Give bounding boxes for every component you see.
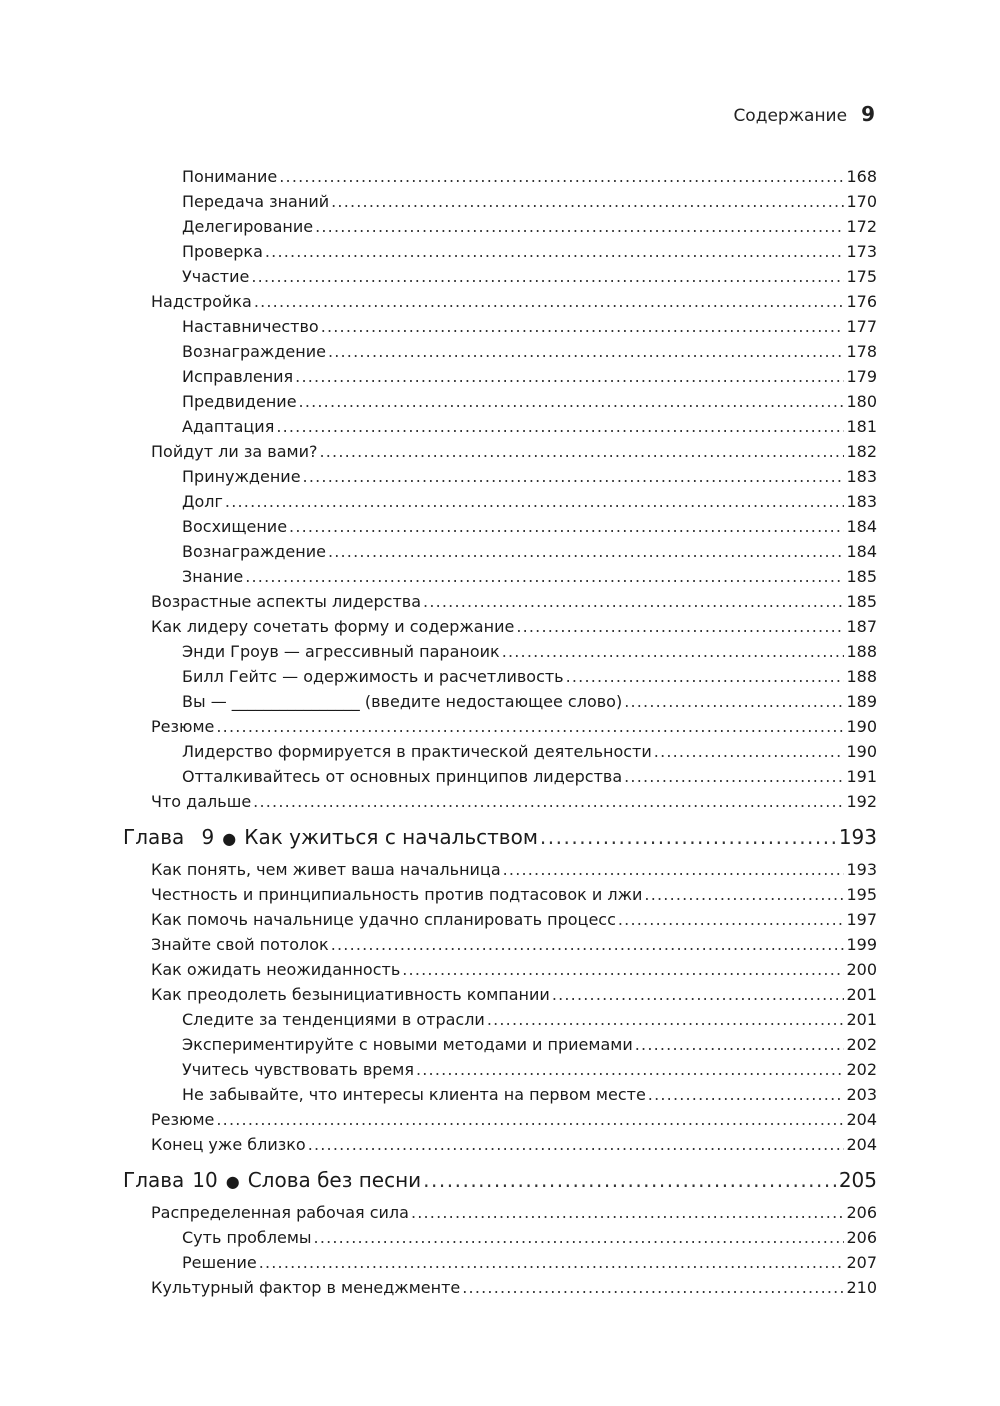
toc-entry-page: 210 bbox=[846, 1278, 877, 1297]
toc-entry[interactable] bbox=[0, 789, 1000, 814]
toc-entry[interactable] bbox=[0, 1032, 1000, 1057]
toc-entry[interactable] bbox=[0, 689, 1000, 714]
toc-entry[interactable] bbox=[0, 289, 1000, 314]
toc-entry[interactable] bbox=[0, 764, 1000, 789]
dot-leader bbox=[402, 957, 844, 982]
toc-entry[interactable] bbox=[0, 932, 1000, 957]
toc-entry[interactable] bbox=[0, 214, 1000, 239]
toc-entry-page: 184 bbox=[846, 542, 877, 561]
toc-entry-page: 201 bbox=[846, 1010, 877, 1029]
toc-entry-title: Отталкивайтесь от основных принципов лидерства bbox=[182, 767, 623, 786]
toc-entry[interactable] bbox=[0, 514, 1000, 539]
dot-leader bbox=[540, 819, 837, 856]
toc-entry[interactable] bbox=[0, 1200, 1000, 1225]
toc-entry-page: 178 bbox=[846, 342, 877, 361]
header-section-title: Содержание bbox=[733, 106, 848, 126]
dot-leader bbox=[654, 739, 845, 764]
toc-entry[interactable] bbox=[0, 389, 1000, 414]
toc-entry[interactable] bbox=[0, 364, 1000, 389]
toc-entry-page: 207 bbox=[846, 1253, 877, 1272]
chapter-word: Глава bbox=[123, 1168, 185, 1192]
toc-entry-title: Знание bbox=[182, 567, 244, 586]
toc-entry-page: 195 bbox=[846, 885, 877, 904]
toc-entry[interactable] bbox=[0, 739, 1000, 764]
toc-entry[interactable] bbox=[0, 264, 1000, 289]
dot-leader bbox=[321, 314, 845, 339]
dot-leader bbox=[303, 464, 845, 489]
toc-entry-title: Суть проблемы bbox=[182, 1228, 312, 1247]
toc-entry[interactable] bbox=[0, 1250, 1000, 1275]
toc-entry-title: Делегирование bbox=[182, 217, 314, 236]
toc-entry[interactable] bbox=[0, 1007, 1000, 1032]
toc-entry[interactable] bbox=[0, 539, 1000, 564]
toc-entry-title: Лидерство формируется в практической деятельности bbox=[182, 742, 652, 761]
toc-entry[interactable] bbox=[0, 1275, 1000, 1300]
toc-entry-title: Передача знаний bbox=[182, 192, 330, 211]
toc-entry[interactable] bbox=[0, 339, 1000, 364]
dot-leader bbox=[289, 514, 844, 539]
dot-leader bbox=[487, 1007, 845, 1032]
dot-leader bbox=[216, 714, 844, 739]
toc-entry[interactable] bbox=[0, 239, 1000, 264]
toc-entry-title: Что дальше bbox=[151, 792, 252, 811]
toc-entry[interactable] bbox=[0, 564, 1000, 589]
toc-entry[interactable] bbox=[0, 907, 1000, 932]
dot-leader bbox=[618, 907, 845, 932]
dot-leader bbox=[279, 164, 844, 189]
dot-leader bbox=[259, 1250, 845, 1275]
toc-entry-title: Вознаграждение bbox=[182, 542, 326, 561]
dot-leader bbox=[503, 857, 845, 882]
dot-leader bbox=[411, 1200, 845, 1225]
toc-entry-page: 181 bbox=[846, 417, 877, 436]
toc-entry-page: 204 bbox=[846, 1110, 877, 1129]
toc-entry-page: 206 bbox=[846, 1228, 877, 1247]
toc-entry-page: 185 bbox=[846, 567, 877, 586]
toc-entry-title: Понимание bbox=[182, 167, 278, 186]
toc-entry-title: Как преодолеть безынициативность компании bbox=[151, 985, 550, 1004]
toc-entry-page: 185 bbox=[846, 592, 877, 611]
dot-leader bbox=[552, 982, 845, 1007]
toc-entry-title: Решение bbox=[182, 1253, 257, 1272]
dot-leader bbox=[225, 489, 845, 514]
dot-leader bbox=[265, 239, 845, 264]
toc-entry-page: 176 bbox=[846, 292, 877, 311]
toc-entry[interactable] bbox=[0, 1225, 1000, 1250]
toc-entry-title: Предвидение bbox=[182, 392, 297, 411]
toc-entry-page: 170 bbox=[846, 192, 877, 211]
bullet-icon: ● bbox=[222, 829, 237, 848]
toc-block-chapter-8-tail bbox=[0, 164, 1000, 814]
toc-chapter-9[interactable] bbox=[0, 819, 1000, 856]
toc-entry-page: 177 bbox=[846, 317, 877, 336]
header-page-number: 9 bbox=[861, 102, 875, 126]
toc-entry-page: 188 bbox=[846, 667, 877, 686]
chapter-heading bbox=[123, 819, 538, 857]
dot-leader bbox=[319, 439, 844, 464]
toc-entry-title: Как понять, чем живет ваша начальница bbox=[151, 860, 501, 879]
toc-entry-page: 180 bbox=[846, 392, 877, 411]
toc-entry[interactable] bbox=[0, 314, 1000, 339]
dot-leader bbox=[315, 214, 844, 239]
dot-leader bbox=[423, 1162, 837, 1199]
toc-entry-title: Знайте свой потолок bbox=[151, 935, 329, 954]
toc-entry-page: 184 bbox=[846, 517, 877, 536]
toc-entry-page: 202 bbox=[846, 1035, 877, 1054]
dot-leader bbox=[644, 882, 844, 907]
running-header bbox=[733, 101, 875, 129]
dot-leader bbox=[328, 339, 845, 364]
toc-entry[interactable] bbox=[0, 957, 1000, 982]
chapter-heading bbox=[123, 1162, 421, 1200]
toc-entry[interactable] bbox=[0, 1107, 1000, 1132]
toc-entry-title: Вознаграждение bbox=[182, 342, 326, 361]
toc-entry-title: Честность и принципиальность против подтасовок и лжи bbox=[151, 885, 643, 904]
toc-entry-page: 189 bbox=[846, 692, 877, 711]
dot-leader bbox=[295, 364, 844, 389]
toc-entry-page: 203 bbox=[846, 1085, 877, 1104]
toc-chapter-10[interactable] bbox=[0, 1162, 1000, 1199]
toc-entry-page: 168 bbox=[846, 167, 877, 186]
dot-leader bbox=[462, 1275, 844, 1300]
toc-entry-page: 204 bbox=[846, 1135, 877, 1154]
chapter-number: 10 bbox=[192, 1168, 218, 1192]
toc-entry[interactable] bbox=[0, 489, 1000, 514]
table-of-contents bbox=[0, 164, 1000, 1300]
chapter-title: Слова без песни bbox=[247, 1168, 422, 1192]
toc-entry-title: Культурный фактор в менеджменте bbox=[151, 1278, 461, 1297]
dot-leader bbox=[624, 689, 844, 714]
dot-leader bbox=[566, 664, 845, 689]
chapter-page-number: 205 bbox=[838, 1168, 877, 1192]
dot-leader bbox=[245, 564, 844, 589]
toc-entry-page: 172 bbox=[846, 217, 877, 236]
toc-entry-title: Не забывайте, что интересы клиента на первом месте bbox=[182, 1085, 646, 1104]
toc-entry-title: Наставничество bbox=[182, 317, 319, 336]
toc-entry-page: 191 bbox=[846, 767, 877, 786]
toc-entry-title: Конец уже близко bbox=[151, 1135, 306, 1154]
toc-entry-title: Как ожидать неожиданность bbox=[151, 960, 401, 979]
toc-entry[interactable] bbox=[0, 414, 1000, 439]
toc-entry-page: 197 bbox=[846, 910, 877, 929]
toc-entry-title: Пойдут ли за вами? bbox=[151, 442, 318, 461]
dot-leader bbox=[299, 389, 845, 414]
toc-entry[interactable] bbox=[0, 439, 1000, 464]
dot-leader bbox=[516, 614, 844, 639]
toc-entry-page: 190 bbox=[846, 717, 877, 736]
toc-entry-page: 190 bbox=[846, 742, 877, 761]
toc-entry-page: 192 bbox=[846, 792, 877, 811]
dot-leader bbox=[251, 264, 844, 289]
dot-leader bbox=[314, 1225, 845, 1250]
toc-entry[interactable] bbox=[0, 164, 1000, 189]
toc-entry-page: 179 bbox=[846, 367, 877, 386]
toc-entry-page: 201 bbox=[846, 985, 877, 1004]
toc-entry-title: Как лидеру сочетать форму и содержание bbox=[151, 617, 515, 636]
toc-entry[interactable] bbox=[0, 882, 1000, 907]
toc-entry[interactable] bbox=[0, 614, 1000, 639]
toc-entry[interactable] bbox=[0, 982, 1000, 1007]
toc-entry-page: 182 bbox=[846, 442, 877, 461]
toc-entry-page: 183 bbox=[846, 467, 877, 486]
dot-leader bbox=[308, 1132, 845, 1157]
dot-leader bbox=[331, 932, 845, 957]
toc-entry-title: Распределенная рабочая сила bbox=[151, 1203, 409, 1222]
toc-entry-title: Следите за тенденциями в отрасли bbox=[182, 1010, 485, 1029]
bullet-icon: ● bbox=[225, 1172, 240, 1191]
toc-entry-title: Долг bbox=[182, 492, 223, 511]
dot-leader bbox=[276, 414, 844, 439]
dot-leader bbox=[328, 539, 845, 564]
toc-entry[interactable] bbox=[0, 857, 1000, 882]
dot-leader bbox=[648, 1082, 845, 1107]
dot-leader bbox=[216, 1107, 844, 1132]
toc-entry-page: 199 bbox=[846, 935, 877, 954]
toc-entry[interactable] bbox=[0, 1082, 1000, 1107]
toc-entry[interactable] bbox=[0, 714, 1000, 739]
toc-entry-title: Билл Гейтс — одержимость и расчетливость bbox=[182, 667, 564, 686]
toc-entry[interactable] bbox=[0, 589, 1000, 614]
dot-leader bbox=[624, 764, 844, 789]
toc-entry-page: 183 bbox=[846, 492, 877, 511]
toc-entry-page: 187 bbox=[846, 617, 877, 636]
dot-leader bbox=[254, 289, 845, 314]
toc-entry[interactable] bbox=[0, 464, 1000, 489]
toc-block-chapter-9 bbox=[0, 857, 1000, 1157]
toc-entry-title: Экспериментируйте с новыми методами и приемами bbox=[182, 1035, 633, 1054]
toc-entry-title: Восхищение bbox=[182, 517, 288, 536]
toc-entry[interactable] bbox=[0, 1132, 1000, 1157]
toc-entry[interactable] bbox=[0, 1057, 1000, 1082]
chapter-number: 9 bbox=[201, 825, 215, 849]
toc-entry-title: Вы — ________________ (введите недостающее слово) bbox=[182, 692, 623, 711]
toc-entry-page: 202 bbox=[846, 1060, 877, 1079]
toc-entry-page: 173 bbox=[846, 242, 877, 261]
chapter-word: Глава bbox=[123, 825, 185, 849]
toc-entry[interactable] bbox=[0, 639, 1000, 664]
chapter-title: Как ужиться с начальством bbox=[244, 825, 538, 849]
toc-entry[interactable] bbox=[0, 189, 1000, 214]
dot-leader bbox=[423, 589, 844, 614]
toc-entry-title: Как помочь начальнице удачно спланировать процесс bbox=[151, 910, 616, 929]
toc-entry[interactable] bbox=[0, 664, 1000, 689]
toc-entry-title: Исправления bbox=[182, 367, 294, 386]
toc-entry-title: Адаптация bbox=[182, 417, 275, 436]
toc-entry-title: Учитесь чувствовать время bbox=[182, 1060, 414, 1079]
dot-leader bbox=[502, 639, 845, 664]
toc-entry-title: Участие bbox=[182, 267, 250, 286]
dot-leader bbox=[416, 1057, 844, 1082]
toc-entry-title: Принуждение bbox=[182, 467, 301, 486]
toc-entry-title: Энди Гроув — агрессивный параноик bbox=[182, 642, 500, 661]
toc-entry-page: 175 bbox=[846, 267, 877, 286]
toc-entry-title: Надстройка bbox=[151, 292, 252, 311]
chapter-page-number: 193 bbox=[838, 825, 877, 849]
dot-leader bbox=[253, 789, 844, 814]
toc-block-chapter-10 bbox=[0, 1200, 1000, 1300]
toc-entry-title: Возрастные аспекты лидерства bbox=[151, 592, 422, 611]
toc-entry-page: 188 bbox=[846, 642, 877, 661]
toc-entry-page: 193 bbox=[846, 860, 877, 879]
toc-entry-page: 206 bbox=[846, 1203, 877, 1222]
toc-entry-page: 200 bbox=[846, 960, 877, 979]
toc-entry-title: Проверка bbox=[182, 242, 263, 261]
toc-entry-title: Резюме bbox=[151, 1110, 215, 1129]
toc-entry-title: Резюме bbox=[151, 717, 215, 736]
dot-leader bbox=[635, 1032, 845, 1057]
dot-leader bbox=[331, 189, 844, 214]
